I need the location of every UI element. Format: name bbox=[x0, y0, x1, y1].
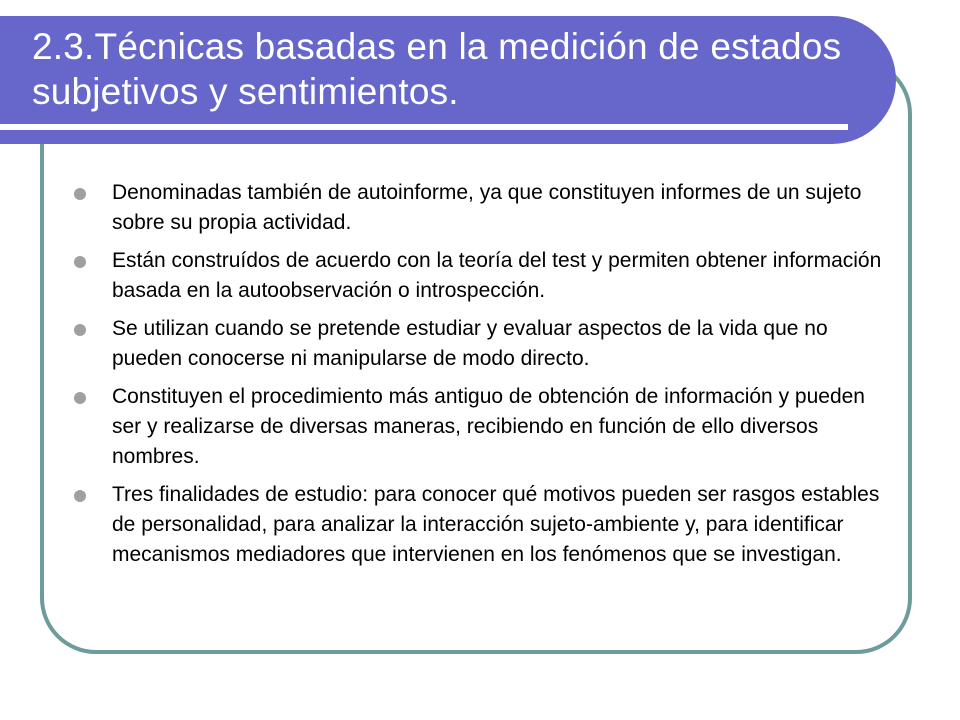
bullet-item bbox=[70, 314, 890, 374]
bullet-text: Tres finalidades de estudio: para conocer qué motivos pueden ser rasgos estables de personalidad, para analizar la interacción sujeto-ambiente y, para identificar mecanismos mediadores que intervienen en los fenómenos que se investigan. bbox=[112, 483, 880, 566]
bullet-list bbox=[70, 178, 890, 578]
bullet-item bbox=[70, 480, 890, 570]
bullet-item bbox=[70, 246, 890, 306]
bullet-item bbox=[70, 382, 890, 472]
bullet-item bbox=[70, 178, 890, 238]
bullet-dot-icon bbox=[74, 490, 86, 502]
bullet-text: Denominadas también de autoinforme, ya que constituyen informes de un sujeto sobre su propia actividad. bbox=[112, 181, 862, 234]
bullet-text: Se utilizan cuando se pretende estudiar y evaluar aspectos de la vida que no pueden conocerse ni manipularse de modo directo. bbox=[112, 317, 828, 370]
bullet-dot-icon bbox=[74, 188, 86, 200]
bullet-text: Están construídos de acuerdo con la teoría del test y permiten obtener información basada en la autoobservación o introspección. bbox=[112, 249, 882, 302]
bullet-dot-icon bbox=[74, 256, 86, 268]
title-underline bbox=[0, 124, 848, 130]
bullet-dot-icon bbox=[74, 324, 86, 336]
slide-title: 2.3.Técnicas basadas en la medición de estados subjetivos y sentimientos. bbox=[32, 26, 842, 112]
bullet-text: Constituyen el procedimiento más antiguo de obtención de información y pueden ser y realizarse de diversas maneras, recibiendo en función de ello diversos nombres. bbox=[112, 385, 865, 468]
bullet-dot-icon bbox=[74, 392, 86, 404]
